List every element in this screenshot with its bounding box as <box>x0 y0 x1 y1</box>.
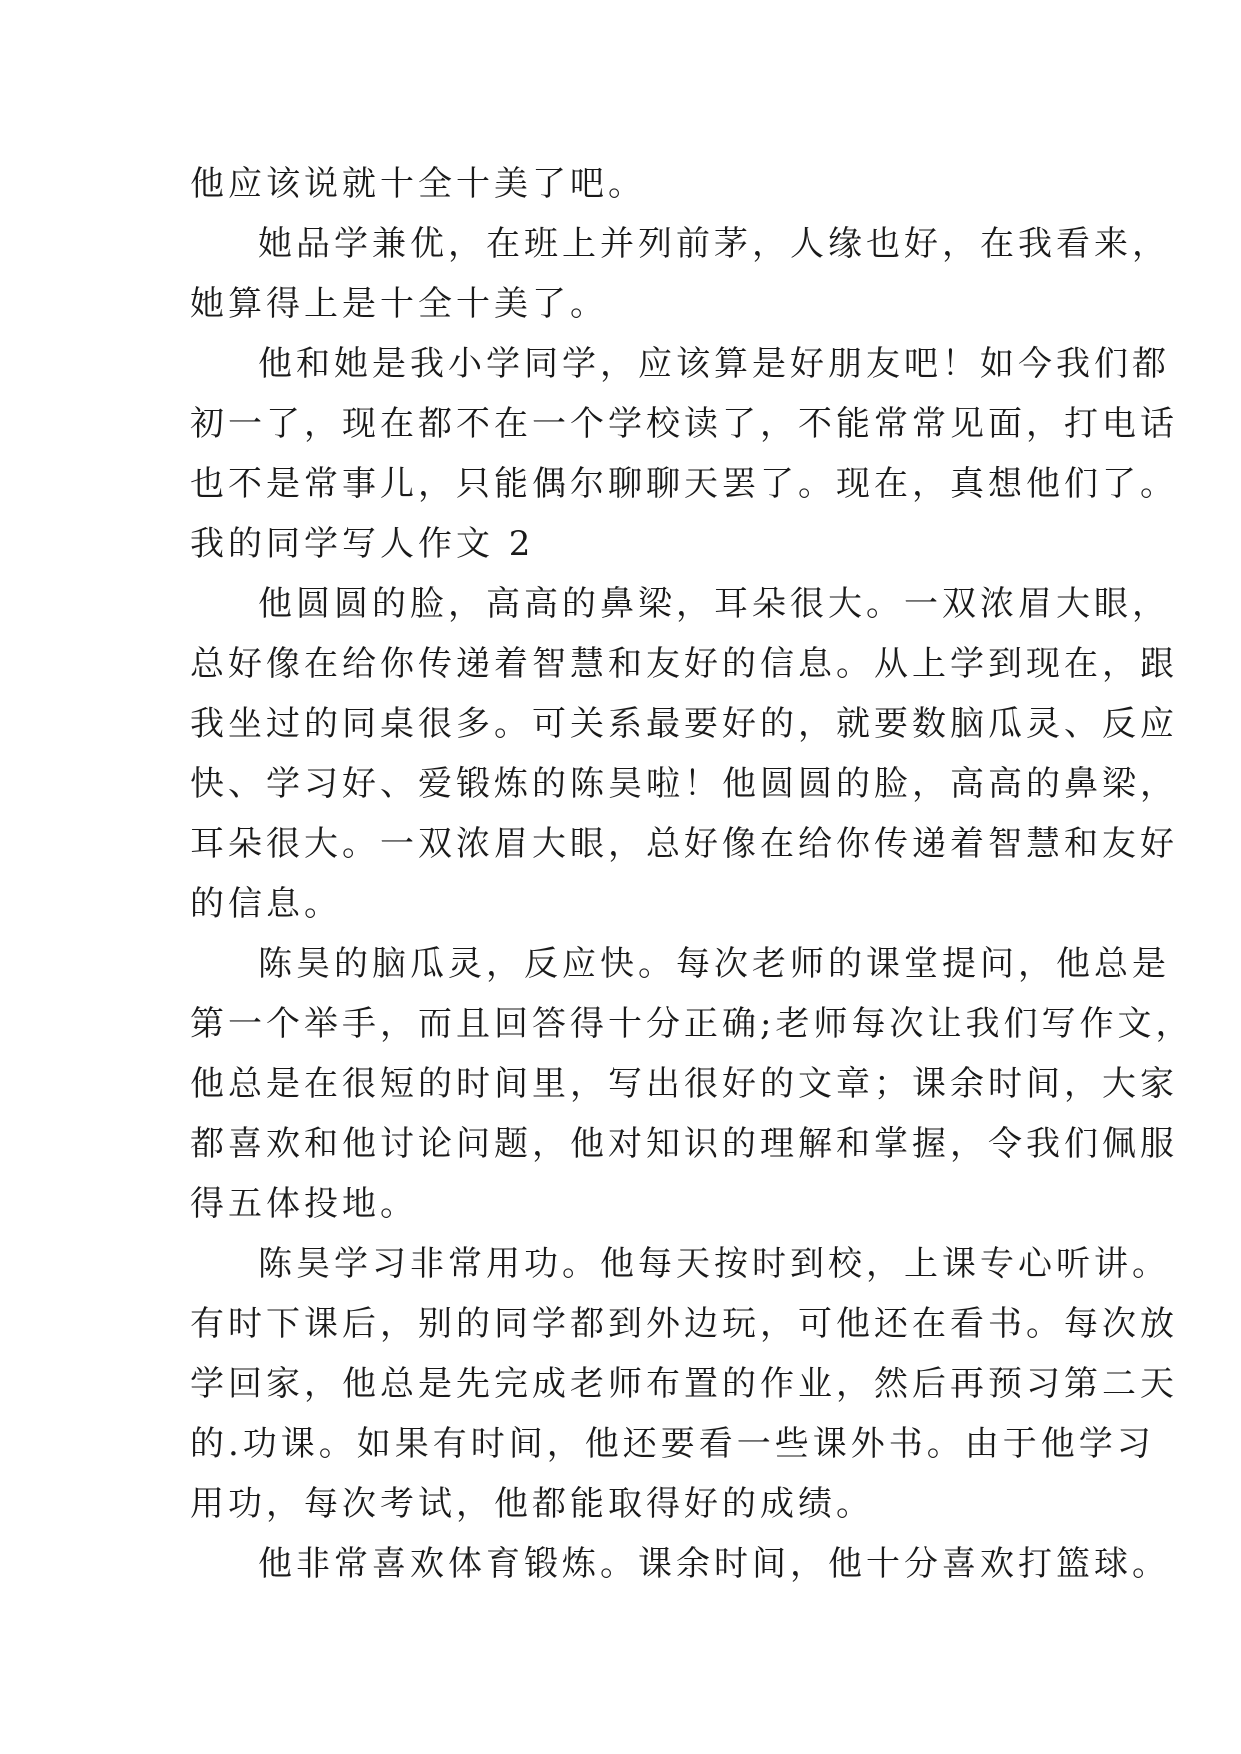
text-line: 也不是常事儿，只能偶尔聊聊天罢了。现在，真想他们了。 <box>190 464 1178 504</box>
text-line: 她算得上是十全十美了。 <box>190 284 608 324</box>
text-line: 第一个举手，而且回答得十分正确;老师每次让我们写作文， <box>190 1004 1194 1044</box>
text-line: 耳朵很大。一双浓眉大眼，总好像在给你传递着智慧和友好 <box>190 824 1178 864</box>
text-line: 陈昊的脑瓜灵，反应快。每次老师的课堂提问，他总是 <box>258 944 1170 984</box>
text-line: 他应该说就十全十美了吧。 <box>190 164 646 204</box>
text-line: 他圆圆的脸，高高的鼻梁，耳朵很大。一双浓眉大眼， <box>258 584 1170 624</box>
text-line: 得五体投地。 <box>190 1184 418 1224</box>
document-body <box>190 154 1194 1594</box>
text-line: 快、学习好、爱锻炼的陈昊啦！他圆圆的脸，高高的鼻梁， <box>190 764 1178 804</box>
text-line: 他总是在很短的时间里，写出很好的文章；课余时间，大家 <box>190 1064 1178 1104</box>
text-line: 的信息。 <box>190 884 342 924</box>
text-line: 有时下课后，别的同学都到外边玩，可他还在看书。每次放 <box>190 1304 1178 1344</box>
text-line: 陈昊学习非常用功。他每天按时到校，上课专心听讲。 <box>258 1244 1170 1284</box>
text-line: 她品学兼优，在班上并列前茅，人缘也好，在我看来， <box>258 224 1170 264</box>
text-line: 用功，每次考试，他都能取得好的成绩。 <box>190 1484 874 1524</box>
section-heading: 我的同学写人作文 2 <box>190 524 535 564</box>
text-line: 都喜欢和他讨论问题，他对知识的理解和掌握，令我们佩服 <box>190 1124 1178 1164</box>
text-line: 他和她是我小学同学，应该算是好朋友吧！如今我们都 <box>258 344 1170 384</box>
text-line: 初一了，现在都不在一个学校读了，不能常常见面，打电话 <box>190 404 1178 444</box>
text-line: 我坐过的同桌很多。可关系最要好的，就要数脑瓜灵、反应 <box>190 704 1178 744</box>
text-line: 总好像在给你传递着智慧和友好的信息。从上学到现在，跟 <box>190 644 1178 684</box>
text-line: 学回家，他总是先完成老师布置的作业，然后再预习第二天 <box>190 1364 1178 1404</box>
text-line: 他非常喜欢体育锻炼。课余时间，他十分喜欢打篮球。 <box>258 1544 1170 1584</box>
text-line: 的.功课。如果有时间，他还要看一些课外书。由于他学习 <box>190 1424 1155 1464</box>
